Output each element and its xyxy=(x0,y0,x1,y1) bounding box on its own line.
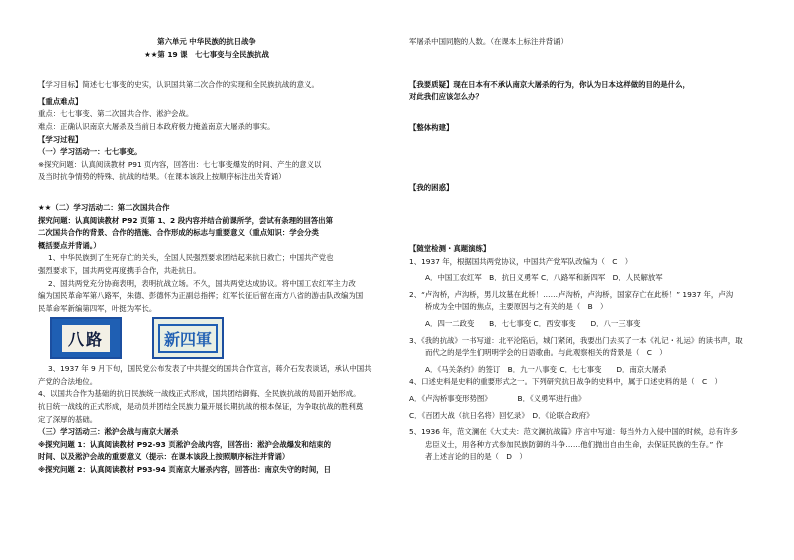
quiz-heading: 【随堂检测・真题演练】 xyxy=(409,243,491,253)
significance-line-2: 抗日统一战线的正式形成，是动员并团结全民族力量开展长期抗战的根本保证，为争取抗战的胜利奠 xyxy=(38,402,364,412)
sign-line-2: 产党的合法地位。 xyxy=(38,376,98,386)
quiz-question-2: 2、“卢沟桥，卢沟桥，男儿坟墓在此桥！……卢沟桥，卢沟桥，国家存亡在此桥！” 1937 年，卢沟 xyxy=(409,289,734,299)
quiz-question-2-options: A．四一二政变 B．七七事变 C．西安事变 D．八一三事变 xyxy=(425,318,641,328)
background-line-1: 1、中华民族到了生死存亡的关头，全国人民强烈要求团结起来抗日救亡；中国共产党也 xyxy=(48,253,334,263)
my-confusion-heading: 【我的困惑】 xyxy=(409,183,454,193)
measures-line-2: 编为国民革命军第八路军，朱德、彭德怀为正副总指挥；红军长征后留在南方八省的游击队改编为国 xyxy=(38,291,364,301)
significance-line-3: 定了深厚的基础。 xyxy=(38,414,98,424)
lesson-title: ★★第 19 课 七七事变与全民族抗战 xyxy=(144,49,269,59)
key-points: 重点：七七事变、第二次国共合作、淞沪会战。 xyxy=(38,109,194,119)
explore-question-2: 探究问题：认真阅读教材 P92 页第 1、2 段内容并结合前课所学，尝试有条理的回答出第 xyxy=(38,215,333,225)
difficulty: 难点：正确认识南京大屠杀及当前日本政府极力掩盖南京大屠杀的事实。 xyxy=(38,121,275,131)
quiz-question-5: 5、1936 年，范文澜在《大丈夫：范文澜抗战篇》序言中写道：每当外力入侵中国的时候，总有许多 xyxy=(409,427,738,437)
quiz-question-4-options-cd: C．《百团大战（抗日名将）回忆录》 D．《论联合政府》 xyxy=(409,410,594,420)
background-line-2: 强烈要求下，国共两党再度携手合作，共赴抗日。 xyxy=(38,265,201,275)
photo-row xyxy=(50,317,375,359)
sign-line-1: 3、1937 年 9 月下旬，国民党公布发表了中共提交的国共合作宣言，蒋介石发表谈话，承认中国共 xyxy=(48,364,372,374)
quiz-question-1-options: A．中国工农红军 B．抗日义勇军 C．八路军和新四军 D．人民解放军 xyxy=(425,273,663,283)
explore-question-1-cont: 及当时抗争情势的特殊、抗战的结果。（在课本该段上按顺序标注出关背诵） xyxy=(38,172,286,182)
unit-title: 第六单元 中华民族的抗日战争 xyxy=(157,37,256,46)
quiz-question-3-cont: 而代之的是学生们明明学会的日语歌曲。与此观察相关的背景是（ C ） xyxy=(425,348,667,358)
refute-question: 【我要质疑】现在日本有不承认南京大屠杀的行为，你认为日本这样做的目的是什么， xyxy=(409,79,690,89)
explore-question-2-cont: 二次国共合作的背景、合作的措施、合作形成的标志与重要意义（重点知识：学会分类 xyxy=(38,228,319,238)
quiz-question-5-cont: 忠臣义士，用各种方式参加民族防御的斗争……他们抛出自由生命，去保证民族的生存。” 作 xyxy=(425,439,724,449)
measures-line-1: 2、国共两党充分协商表明，表明抗战立场。不久，国共两党达成协议。将中国工农红军主力改 xyxy=(48,278,356,288)
measures-line-3: 民革命军新编第四军，叶挺为军长。 xyxy=(38,303,157,313)
quiz-question-4-options-ab: A．《卢沟桥事变形势图》 B．《义勇军进行曲》 xyxy=(409,393,586,403)
explore-question-4-cont: 军屠杀中国同胞的人数。（在课本上标注并背诵） xyxy=(409,37,568,46)
eighth-route-army-armband-image: 八路 xyxy=(50,317,122,359)
quiz-question-5-end: 者上述言论的目的是（ D ） xyxy=(425,452,527,462)
explore-question-4: ※探究问题 2：认真阅读教材 P93-94 页南京大屠杀内容，回答出：南京失守的时间，日 xyxy=(38,465,331,475)
key-points-heading: 【重点难点】 xyxy=(38,96,83,106)
refute-question-cont: 对此我们应该怎么办？ xyxy=(409,92,483,102)
quiz-question-3: 3、《我的抗战》一书写道：北平沦陷后，城门紧闭，我要出门去买了一本《礼记・礼运》的读书声，取 xyxy=(409,335,743,345)
quiz-question-2-cont: 桥成为全中国的焦点，主要原因与之有关的是（ B ） xyxy=(425,302,608,312)
right-column xyxy=(397,0,794,560)
activity-2-heading: ★★（二）学习活动二：第二次国共合作 xyxy=(38,202,170,212)
significance-line-1: 4、以国共合作为基础的抗日民族统一战线正式形成，国共团结御侮、全民族抗战的局面开始形成。 xyxy=(38,389,361,399)
quiz-question-1: 1、1937 年，根据国共两党协议，中国共产党军队改编为（ C ） xyxy=(409,256,633,266)
quiz-question-4: 4、口述史料是史料的重要形式之一。下列研究抗日战争的史料中，属于口述史料的是（ C ） xyxy=(409,377,722,387)
new-fourth-army-armband-image: 新四軍 xyxy=(152,317,224,359)
process-heading: 【学习过程】 xyxy=(38,134,83,144)
explore-question-2-end: 概括要点并背诵。） xyxy=(38,240,101,250)
activity-3-heading: （三）学习活动三：淞沪会战与南京大屠杀 xyxy=(38,427,179,437)
learning-objective: 【学习目标】简述七七事变的史实，认识国共第二次合作的实现和全民族抗战的意义。 xyxy=(38,80,319,90)
explore-question-1: ※探究问题：认真阅读教材 P91 页内容，回答出：七七事变爆发的时间、产生的意义以 xyxy=(38,159,322,169)
explore-question-3: ※探究问题 1：认真阅读教材 P92-93 页淞沪会战内容，回答出：淞沪会战爆发和结束的 xyxy=(38,439,331,449)
overall-construct-heading: 【整体构建】 xyxy=(409,122,454,132)
explore-question-3-cont: 时间、以及淞沪会战的重要意义（提示：在课本该段上按照顺序标注并背诵） xyxy=(38,452,290,462)
quiz-question-3-options: A．《马关条约》的签订 B．九一八事变 C．七七事变 D．南京大屠杀 xyxy=(425,364,667,374)
activity-1-heading: （一）学习活动一：七七事变。 xyxy=(38,147,142,157)
